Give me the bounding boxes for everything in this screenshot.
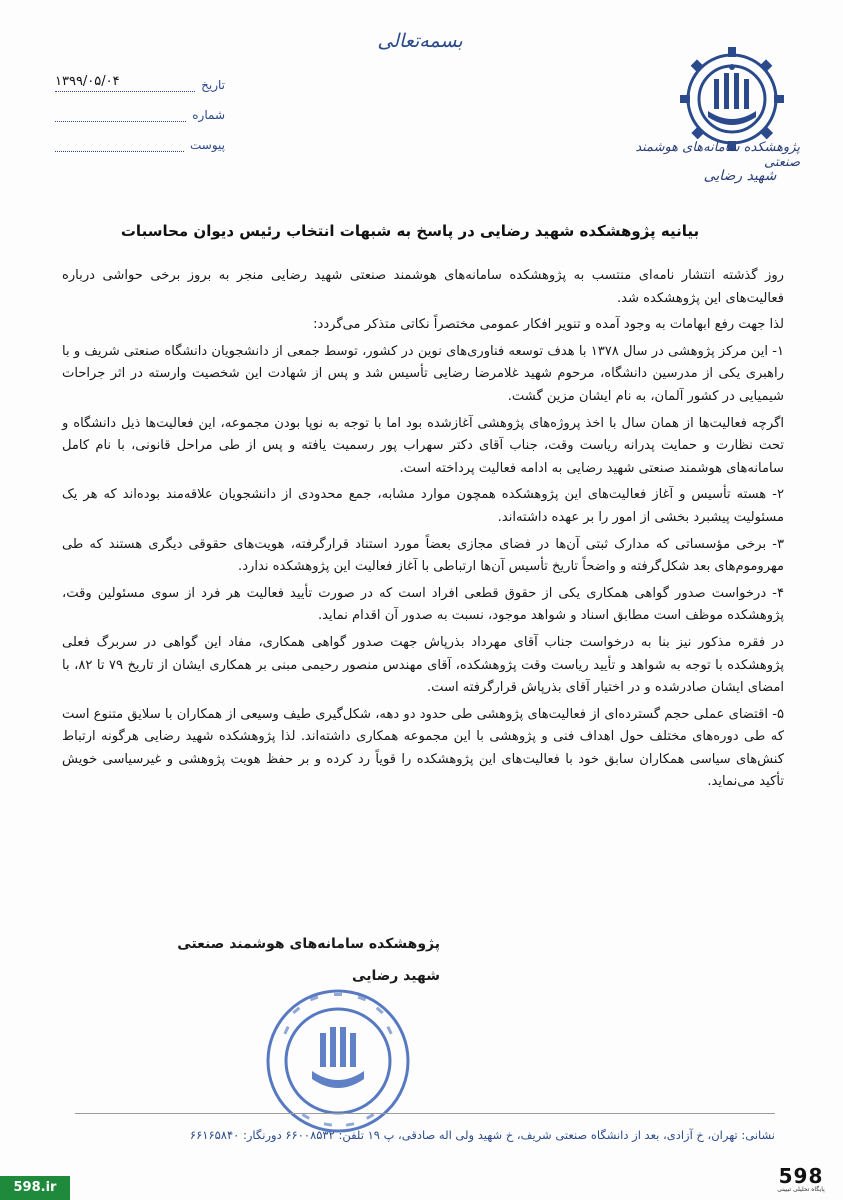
- brand-watermark-number: 598: [778, 1164, 824, 1188]
- attachment-value: [55, 149, 184, 152]
- footer-divider: [75, 1113, 775, 1114]
- number-label: شماره: [192, 108, 225, 122]
- attachment-row: [55, 122, 225, 152]
- paragraph: ۱- این مرکز پژوهشی در سال ۱۳۷۸ با هدف توسعه فناوری‌های نوین در کشور، توسط جمعی از دانشجویان دانشگاه صنعتی شریف و با راهبری یکی از مدرسین دانشگاه، مرحوم شهید غلامرضا رضایی تأسیس شد و پس از شهادت این شخصیت وارسته در اثر جراحات شیمیایی در کشور آلمان، به نام ایشان مزین گشت.: [62, 343, 784, 404]
- statement-title: بیانیه پژوهشکده شهید رضایی در پاسخ به شبهات انتخاب رئیس دیوان محاسبات: [120, 222, 700, 240]
- footer-address: نشانی: تهران، خ آزادی، بعد از دانشگاه صنعتی شریف، خ شهید ولی اله صادقی، پ ۱۹ تلفن: ۶۶۰۰۸۵۳۲ دورنگار: ۶۶۱۶۵۸۴۰: [189, 1128, 775, 1142]
- signature-line-2: شهید رضایی: [352, 968, 440, 984]
- letter-meta: [55, 62, 225, 152]
- organization-subname: شهید رضایی: [703, 168, 777, 184]
- paragraph: اگرچه فعالیت‌ها از همان سال با اخذ پروژه‌های پژوهشی آغازشده بود اما با توجه به نوپا بودن مجموعه، این فعالیت‌ها ذیل دانشگاه و تحت نظارت و حمایت پدرانه ریاست وقت، جناب آقای دکتر سهراب پور رسمیت یافته و پس از طی مراحل قانونی، با نام کامل سامانه‌های هوشمند صنعتی شهید رضایی به ادامه فعالیت پرداخته است.: [62, 415, 784, 476]
- organization-name: پژوهشکده سامانه‌های هوشمند صنعتی: [635, 140, 800, 170]
- signature-block: [150, 928, 440, 992]
- paragraph: روز گذشته انتشار نامه‌ای منتسب به پژوهشکده سامانه‌های هوشمند صنعتی شهید رضایی منجر به بروز برخی حواشی درباره فعالیت‌های این پژوهشکده شد.: [62, 268, 784, 306]
- attachment-label: پیوست: [190, 138, 225, 152]
- number-value: [55, 119, 186, 122]
- organization-logo-icon: [678, 45, 786, 153]
- official-stamp-icon: [262, 985, 414, 1137]
- paragraph: ۳- برخی مؤسساتی که مدارک ثبتی آن‌ها در فضای مجازی بعضاً مورد استناد قرارگرفته، هویت‌های حقوقی دیگری هستند که طی مهروموم‌های بعد شکل‌گرفته و واضحاً تاریخ تأسیس آن‌ها ارتباطی با آغاز فعالیت این پژوهشکده ندارد.: [62, 536, 784, 575]
- statement-body: [62, 265, 784, 798]
- date-label: تاریخ: [201, 78, 225, 92]
- paragraph: ۴- درخواست صدور گواهی همکاری یکی از حقوق قطعی افراد است که در صورت تأیید فعالیت هر فرد از سوی مسئولین وقت، پژوهشکده موظف است مطابق اسناد و شواهد موجود، نسبت به صدور آن اقدام نماید.: [62, 585, 784, 624]
- basmala: بسمه‌تعالی: [377, 30, 463, 52]
- brand-watermark-caption: پایگاه تحلیلی تبیینی: [777, 1186, 825, 1193]
- number-row: [55, 92, 225, 122]
- site-watermark: 598.ir: [0, 1176, 70, 1200]
- signature-line-1: پژوهشکده سامانه‌های هوشمند صنعتی: [177, 936, 440, 952]
- paragraph: در فقره مذکور نیز بنا به درخواست جناب آقای مهرداد بذرپاش جهت صدور گواهی همکاری، مفاد این گواهی در سربرگ فعلی پژوهشکده با توجه به شواهد و تأیید ریاست وقت پژوهشکده، آقای مهندس منصور رحیمی مبنی بر همکاری ایشان از تاریخ ۷۹ تا ۸۲، با امضای ایشان صادرشده و در اختیار آقای بذرپاش قرارگرفته است.: [62, 634, 784, 696]
- date-row: [55, 62, 225, 92]
- paragraph: لذا جهت رفع ابهامات به وجود آمده و تنویر افکار عمومی مختصراً نکاتی متذکر می‌گردد:: [313, 317, 784, 333]
- date-value: ۱۳۹۹/۰۵/۰۴: [55, 74, 195, 92]
- paragraph: ۵- اقتضای عملی حجم گسترده‌ای از فعالیت‌های پژوهشی طی حدود دو دهه، شکل‌گیری طیف وسیعی از همکاران با سلایق متنوع است که طی دوره‌های مختلف حول اهداف فنی و پژوهشی با این مجموعه همکاری داشته‌اند. لذا پژوهشکده شهید رضایی هرگونه ارتباط کنش‌های سیاسی همکاران سابق خود با فعالیت‌های این پژوهشکده را قویاً رد کرده و بر حفظ هویت پژوهشی و غیرسیاسی خویش تأکید می‌نماید.: [62, 706, 784, 790]
- paragraph: ۲- هسته تأسیس و آغاز فعالیت‌های این پژوهشکده همچون موارد مشابه، جمع محدودی از دانشجویان علاقه‌مند بوده‌اند که هر یک مسئولیت پیشبرد بخشی از امور را بر عهده داشته‌اند.: [62, 487, 784, 525]
- brand-watermark: [766, 1164, 836, 1198]
